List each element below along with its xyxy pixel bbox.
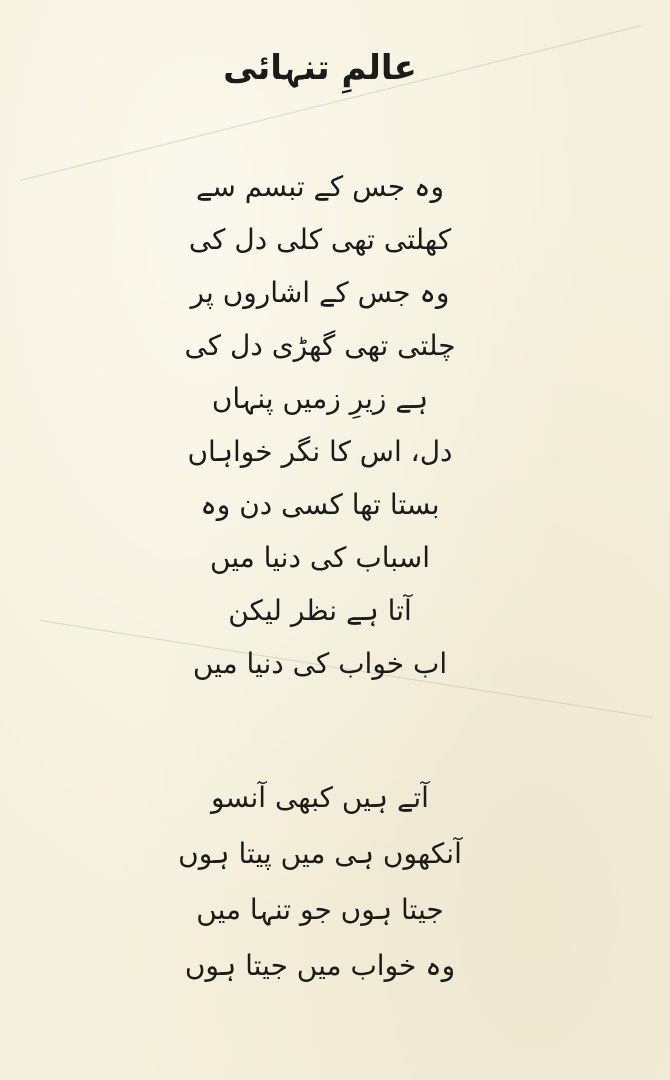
poem-title: عالمِ تنہائی: [223, 48, 417, 88]
poem-line: جیتا ہوں جو تنہا میں: [196, 893, 444, 926]
poem-stanza-2: [170, 770, 470, 994]
poem-line: دل، اس کا نگر خواہاں: [187, 435, 453, 468]
poem-line: وہ خواب میں جیتا ہوں: [184, 949, 456, 982]
poem-stanza-1: [150, 160, 490, 690]
poem-line: کھلتی تھی کلی دل کی: [188, 223, 452, 256]
poem-line: اسباب کی دنیا میں: [210, 541, 430, 574]
poem-line: وہ جس کے تبسم سے: [196, 170, 444, 203]
poem-line: آتے ہیں کبھی آنسو: [211, 781, 429, 814]
poem-line: آنکھوں ہی میں پیتا ہوں: [178, 837, 462, 870]
poem-line: وہ جس کے اشاروں پر: [190, 276, 450, 309]
poem-line: اب خواب کی دنیا میں: [192, 647, 448, 680]
poem-line: آتا ہے نظر لیکن: [228, 594, 412, 627]
poem-line: بستا تھا کسی دن وہ: [200, 488, 440, 521]
poem-line: ہے زیرِ زمیں پنہاں: [211, 382, 429, 415]
poem-line: چلتی تھی گھڑی دل کی: [184, 329, 456, 362]
